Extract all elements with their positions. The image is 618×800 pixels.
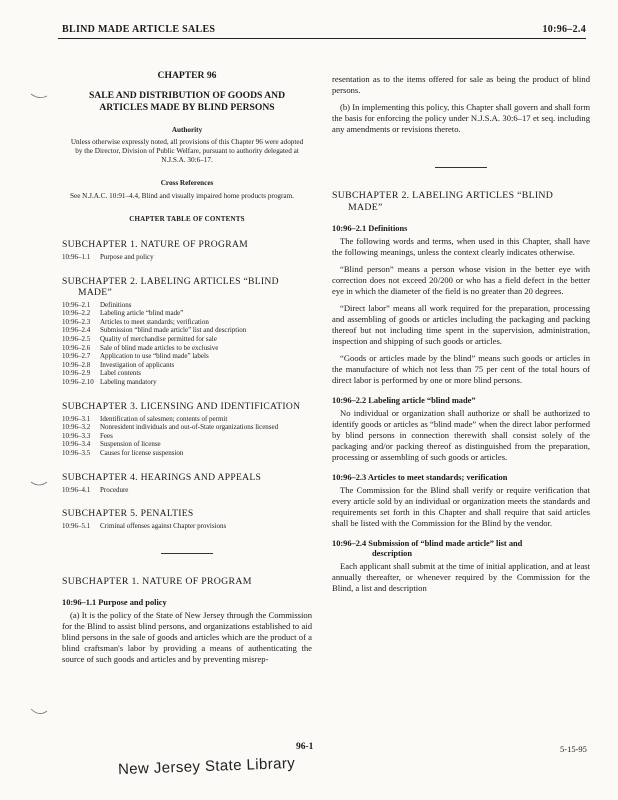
- paragraph: (a) It is the policy of the State of New Jersey through the Commission for the Blind to assist blind persons, and organizations established to aid blind persons in the sale of goods and articles which are the product of a blind craftsman's labor by providing a means of authenticating the source of such goods and articles and by preventing misrep-: [62, 609, 312, 664]
- toc-entry: [62, 378, 312, 387]
- toc-entry-title: Identification of salesmen; contents of permit: [100, 414, 228, 423]
- header-title: BLIND MADE ARTICLE SALES: [62, 24, 216, 35]
- toc-entry-number: 10:96–2.8: [62, 360, 91, 369]
- left-column: [62, 56, 312, 665]
- definition-paragraph: “Direct labor” means all work required for the preparation, processing and assembling of goods or articles including the packaging and packing thereof but not including time spent in the supervision, administration, inspection and shipping of such goods or articles.: [332, 303, 590, 346]
- chapter-title: [62, 90, 312, 114]
- header-section-range: 10:96–2.4: [542, 24, 586, 35]
- toc-entry: [62, 301, 312, 310]
- toc-entry-number: 10:96–3.3: [62, 431, 91, 440]
- toc-entry-number: 10:96–2.10: [62, 377, 94, 386]
- right-column: [332, 56, 590, 594]
- margin-mark: [30, 92, 48, 100]
- toc-entry-title: Label contents: [100, 369, 142, 378]
- section-heading-line: description: [372, 549, 413, 558]
- subchapter-heading: [332, 190, 590, 214]
- toc-heading: CHAPTER TABLE OF CONTENTS: [129, 215, 245, 223]
- toc-entry: [62, 361, 312, 370]
- toc-entry-number: 10:96–3.5: [62, 448, 91, 457]
- toc-entry-title: Sale of blind made articles to be exclusive: [100, 343, 219, 352]
- toc-entry-number: 10:96–5.1: [62, 522, 91, 531]
- section-heading: 10:96–1.1 Purpose and policy: [62, 597, 167, 607]
- toc-subchapter-2: [62, 276, 312, 298]
- margin-mark: [30, 708, 48, 716]
- toc-entry-title: Nonresident individuals and out-of-State organizations licensed: [100, 423, 279, 432]
- toc-subchapter-3: SUBCHAPTER 3. LICENSING AND IDENTIFICATION: [62, 400, 301, 412]
- toc-entry-title: Quality of merchandise permitted for sale: [100, 334, 217, 343]
- library-stamp: New Jersey State Library: [117, 754, 296, 779]
- chapter-number: CHAPTER 96: [157, 70, 217, 81]
- toc-entry-title: Causes for license suspension: [100, 448, 184, 457]
- toc-list: [62, 522, 312, 531]
- toc-entry-title: Procedure: [100, 485, 129, 494]
- section-heading: 10:96–2.2 Labeling article “blind made”: [332, 396, 476, 405]
- toc-entry: [62, 344, 312, 353]
- subchapter-heading: SUBCHAPTER 1. NATURE OF PROGRAM: [62, 575, 252, 587]
- revision-date: 5-15-95: [560, 744, 587, 754]
- subchapter-title-line: MADE”: [78, 286, 113, 298]
- toc-entry-title: Purpose and policy: [100, 253, 154, 261]
- toc-subchapter-1: SUBCHAPTER 1. NATURE OF PROGRAM: [62, 239, 249, 250]
- toc-entry: [62, 440, 312, 449]
- paragraph: The Commission for the Blind shall verify or require verification that every article sold by an individual or organization meets the standards and requirements set forth in this Chapter and shall require that said articles shall be listed with the Commission for the Blind by the vendor.: [332, 485, 590, 528]
- toc-entry: [62, 253, 312, 262]
- toc-entry-title: Labeling article “blind made”: [100, 309, 184, 318]
- toc-entry: [62, 318, 312, 327]
- cross-references-text: See N.J.A.C. 10:91–4.4, Blind and visually impaired home products program.: [70, 192, 294, 200]
- margin-mark: [30, 480, 48, 488]
- authority-heading: Authority: [171, 126, 203, 134]
- authority-text: Unless otherwise expressly noted, all provisions of this Chapter 96 were adopted by the Director, Division of Public Welfare, pursuant to authority delegated at N.J.S.A. 30:6–17.: [70, 138, 304, 164]
- toc-entry-number: 10:96–3.2: [62, 423, 91, 432]
- toc-entry-title: Submission “blind made article” list and description: [100, 326, 247, 335]
- toc-entry: [62, 369, 312, 378]
- toc-entry-number: 10:96–4.1: [62, 485, 91, 494]
- running-header: [58, 20, 586, 39]
- toc-list: [62, 253, 312, 262]
- toc-entry: [62, 423, 312, 432]
- toc-entry-title: Criminal offenses against Chapter provisions: [100, 522, 227, 531]
- toc-entry-title: Application to use “blind made” labels: [100, 352, 209, 361]
- toc-entry-number: 10:96–2.1: [62, 300, 91, 309]
- chapter-title-line: SALE AND DISTRIBUTION OF GOODS AND: [88, 90, 286, 101]
- divider: [435, 167, 487, 168]
- toc-entry-number: 10:96–3.1: [62, 414, 91, 423]
- toc-subchapter-5: SUBCHAPTER 5. PENALTIES: [62, 508, 194, 520]
- toc-entry: [62, 352, 312, 361]
- toc-entry: [62, 309, 312, 318]
- toc-entry-number: 10:96–2.9: [62, 369, 91, 378]
- toc-entry-number: 10:96–2.2: [62, 309, 91, 318]
- toc-entry-title: Definitions: [100, 300, 132, 309]
- subchapter-title-line: MADE”: [348, 202, 383, 213]
- toc-subchapter-4: SUBCHAPTER 4. HEARINGS AND APPEALS: [62, 471, 262, 483]
- toc-entry-title: Investigation of applicants: [100, 360, 175, 369]
- paragraph: resentation as to the items offered for sale as being the product of blind persons.: [332, 74, 590, 95]
- divider: [161, 553, 213, 554]
- paragraph: (b) In implementing this policy, this Chapter shall govern and shall form the basis for enforcing the policy under N.J.S.A. 30:6–17 et seq. including any amendments or revisions thereto.: [332, 102, 590, 134]
- definition-paragraph: “Blind person” means a person whose vision in the better eye with correction does not exceed 20/200 or who has a field defect in the better eye in which the diameter of the field is no greater than 20 degrees.: [332, 264, 590, 296]
- toc-entry-title: Labeling mandatory: [100, 377, 157, 386]
- toc-entry-title: Suspension of license: [100, 440, 161, 449]
- toc-entry-number: 10:96–3.4: [62, 440, 91, 449]
- toc-entry-title: Articles to meet standards; verification: [100, 317, 209, 326]
- toc-entry: [62, 449, 312, 458]
- toc-entry-number: 10:96–1.1: [62, 253, 91, 261]
- toc-entry: [62, 326, 312, 335]
- page-number: 96-1: [296, 742, 314, 752]
- toc-entry-number: 10:96–2.5: [62, 334, 91, 343]
- toc-entry-number: 10:96–2.4: [62, 326, 91, 335]
- toc-entry-number: 10:96–2.6: [62, 343, 91, 352]
- toc-entry-title: Fees: [100, 431, 113, 440]
- subchapter-title-line: SUBCHAPTER 2. LABELING ARTICLES “BLIND: [62, 275, 279, 287]
- definition-paragraph: “Goods or articles made by the blind” means such goods or articles in the manufacture of which not less than 75 per cent of the total hours of direct labor is performed by one or more blind persons.: [332, 353, 590, 385]
- toc-list: [62, 415, 312, 458]
- section-heading: 10:96–2.1 Definitions: [332, 224, 408, 233]
- toc-entry: [62, 522, 312, 531]
- toc-list: [62, 301, 312, 387]
- section-heading: [332, 539, 590, 559]
- paragraph: Each applicant shall submit at the time of initial application, and at least annually thereafter, or whenever required by the Commission for the Blind, a list and description: [332, 561, 590, 593]
- toc-entry: [62, 415, 312, 424]
- section-heading-line: 10:96–2.4 Submission of “blind made article” list and: [332, 539, 523, 548]
- toc-entry-number: 10:96–2.3: [62, 317, 91, 326]
- toc-entry: [62, 486, 312, 495]
- subchapter-title-line: SUBCHAPTER 2. LABELING ARTICLES “BLIND: [332, 190, 554, 201]
- toc-entry: [62, 335, 312, 344]
- paragraph: No individual or organization shall authorize or shall be authorized to identify goods or articles as “blind made” when the direct labor performed by blind persons in connection therewith shall consist solely of the packaging and/or packing thereof as distinguished from the preparation, processing or assembling of such goods or articles.: [332, 408, 590, 462]
- toc-entry-number: 10:96–2.7: [62, 352, 91, 361]
- chapter-title-line: ARTICLES MADE BY BLIND PERSONS: [99, 102, 275, 113]
- section-heading: 10:96–2.3 Articles to meet standards; verification: [332, 473, 508, 482]
- paragraph: The following words and terms, when used in this Chapter, shall have the following meanings, unless the context clearly indicates otherwise.: [332, 236, 590, 257]
- cross-references-heading: Cross References: [160, 179, 214, 187]
- toc-entry: [62, 432, 312, 441]
- toc-list: [62, 486, 312, 495]
